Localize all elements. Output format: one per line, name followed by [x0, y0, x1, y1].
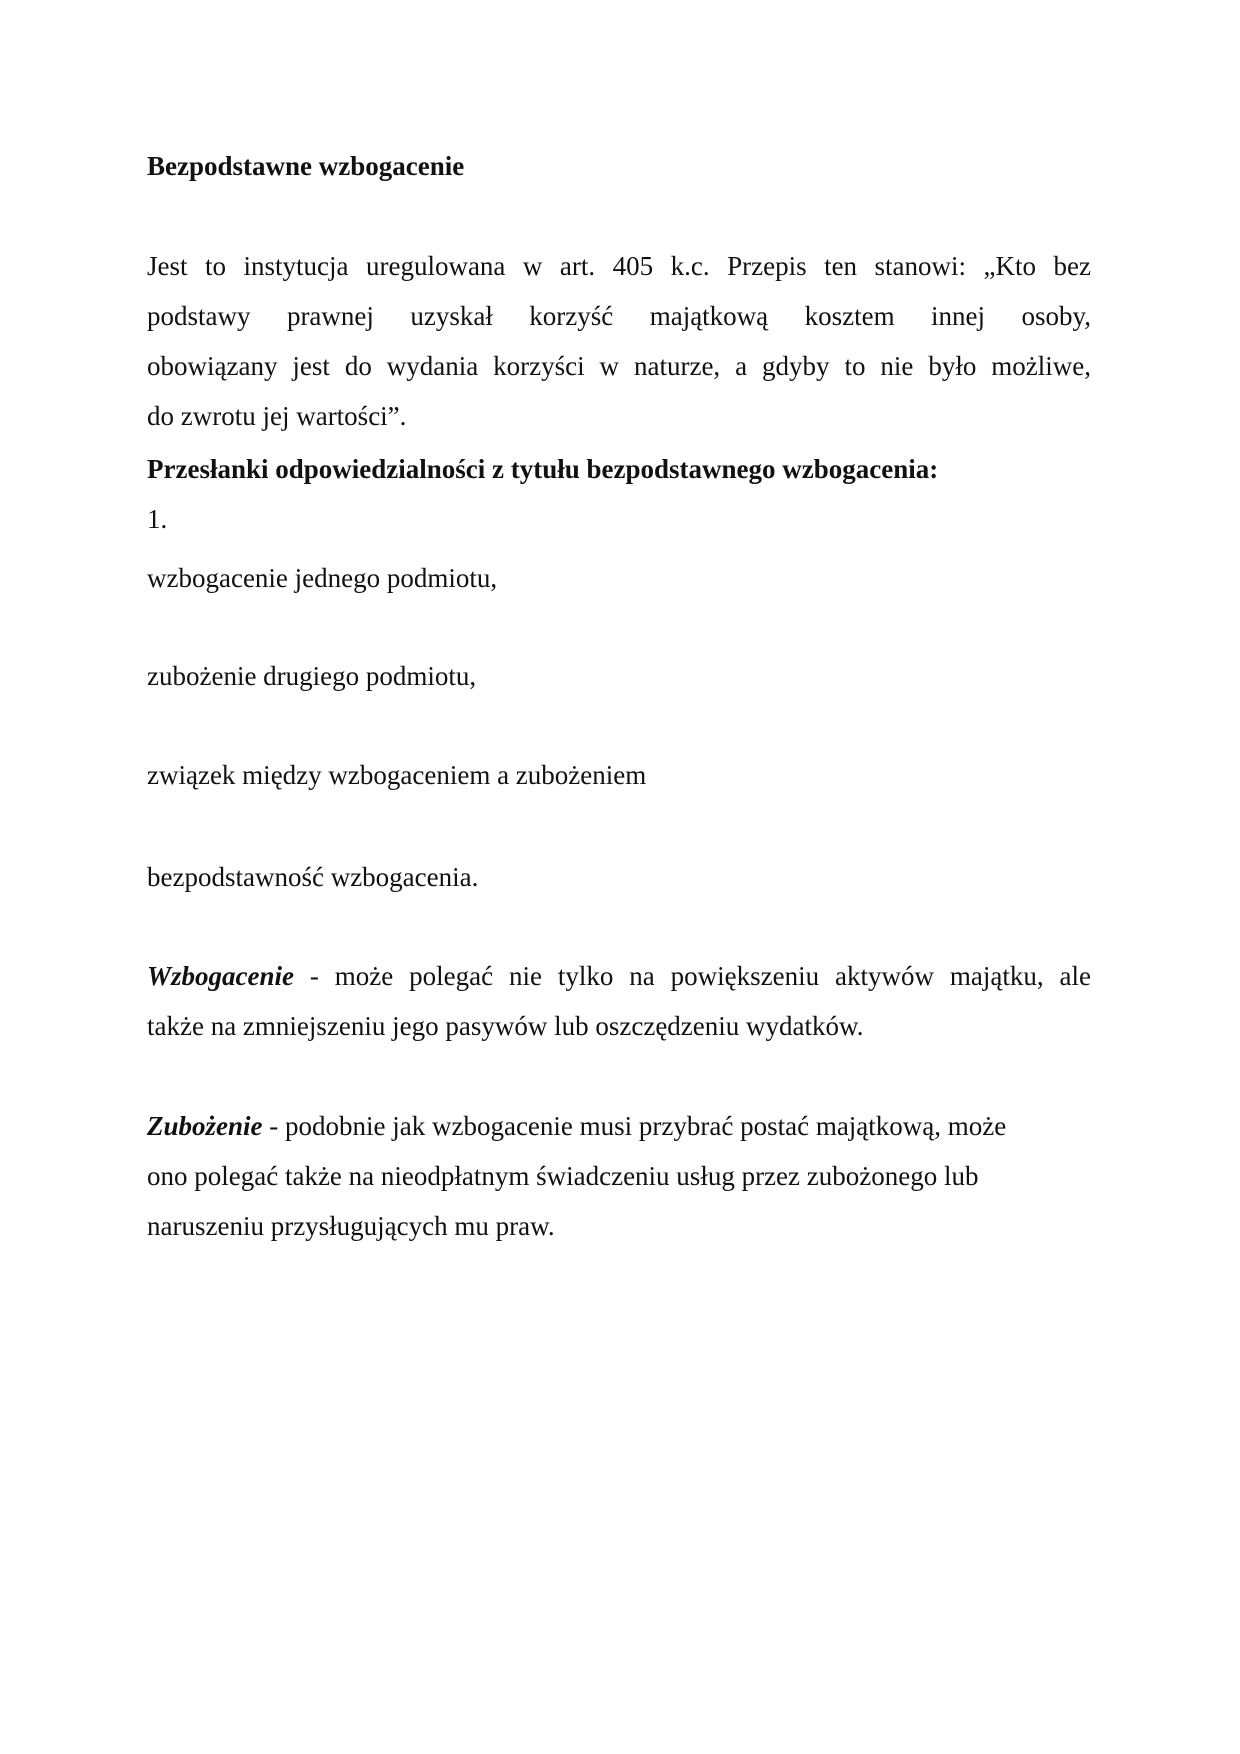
definition-line: naruszeniu przysługujących mu praw. — [147, 1211, 555, 1241]
intro-line: do zwrotu jej wartości”. — [147, 401, 407, 431]
definition-text: - podobnie jak wzbogacenie musi przybrać postać majątkową, może — [262, 1111, 1007, 1141]
definition-impoverishment — [147, 1101, 1091, 1251]
definition-line: ono polegać także na nieodpłatnym świadczeniu usług przez zubożonego lub — [147, 1161, 979, 1191]
document-title: Bezpodstawne wzbogacenie — [147, 151, 465, 181]
definition-first-line — [147, 1101, 1091, 1151]
premise-item: wzbogacenie jednego podmiotu, — [147, 563, 498, 593]
intro-paragraph — [147, 241, 1091, 441]
premise-item: bezpodstawność wzbogacenia. — [147, 862, 479, 892]
premises-heading: Przesłanki odpowiedzialności z tytułu bezpodstawnego wzbogacenia: — [147, 454, 939, 484]
list-number: 1. — [147, 504, 168, 534]
definition-term: Wzbogacenie — [147, 961, 294, 991]
intro-line: Jest to instytucja uregulowana w art. 405 k.c. Przepis ten stanowi: „Kto bez — [147, 251, 1091, 281]
definition-line: także na zmniejszeniu jego pasywów lub oszczędzeniu wydatków. — [147, 1011, 864, 1041]
definition-term: Zubożenie — [147, 1111, 263, 1141]
intro-line: obowiązany jest do wydania korzyści w naturze, a gdyby to nie było możliwe, — [147, 351, 1091, 381]
definition-enrichment — [147, 951, 1091, 1051]
premise-item: zubożenie drugiego podmiotu, — [147, 661, 477, 691]
premise-item: związek między wzbogaceniem a zubożeniem — [147, 760, 647, 790]
intro-line: podstawy prawnej uzyskał korzyść majątkową kosztem innej osoby, — [147, 301, 1091, 331]
definition-first-line — [147, 951, 1091, 1001]
definition-text: - może polegać nie tylko na powiększeniu aktywów majątku, ale — [293, 961, 1091, 991]
